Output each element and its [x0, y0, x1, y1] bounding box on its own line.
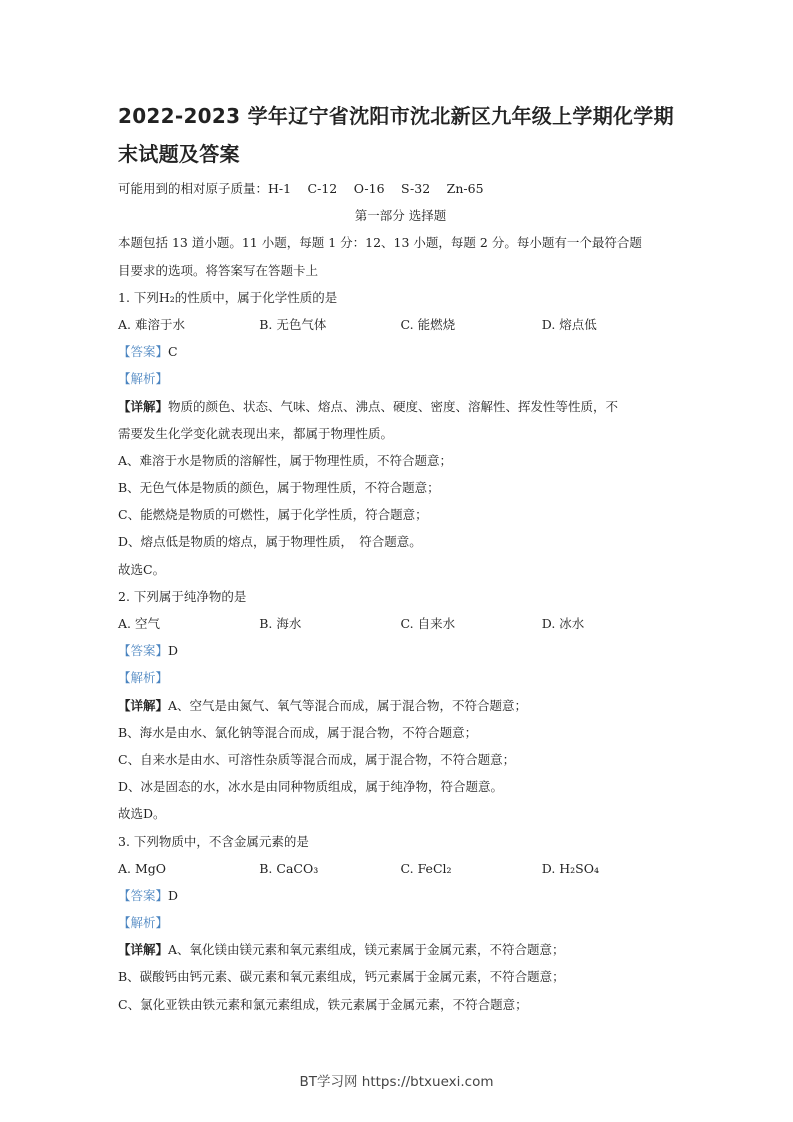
detail-line [118, 692, 683, 719]
question-stem: 3. 下列物质中，不含金属元素的是 [118, 833, 309, 849]
title-line-2: 末试题及答案 [118, 142, 240, 166]
analysis-label: 【解析】 [118, 371, 169, 387]
option-c: C. FeCl₂ [400, 860, 452, 876]
analysis-line [118, 664, 683, 691]
detail-line [118, 556, 683, 583]
option-a: A. 难溶于水 [118, 316, 185, 332]
detail-text: D、冰是固态的水，冰水是由同种物质组成，属于纯净物，符合题意。 [118, 779, 504, 795]
atomic-masses: 可能用到的相对原子质量：H-1 C-12 O-16 S-32 Zn-65 [118, 181, 484, 196]
detail-label: 【详解】 [118, 398, 169, 414]
detail-line [118, 963, 683, 990]
question-list [118, 284, 683, 1018]
answer-label: 【答案】 [118, 887, 169, 903]
detail-text: A、难溶于水是物质的溶解性，属于物理性质，不符合题意； [118, 452, 453, 468]
detail-text: B、无色气体是物质的颜色，属于物理性质，不符合题意； [118, 480, 440, 496]
option-b: B. 海水 [259, 616, 302, 631]
answer-value: D [168, 643, 179, 659]
analysis-line [118, 909, 683, 936]
answer-value: D [168, 887, 179, 903]
detail-text: C、氯化亚铁由铁元素和氯元素组成，铁元素属于金属元素，不符合题意； [118, 996, 528, 1012]
title-line-1: 2022-2023 学年辽宁省沈阳市沈北新区九年级上学期化学期 [118, 104, 674, 128]
detail-line [118, 474, 683, 501]
detail-line [118, 800, 683, 827]
option-a: A. 空气 [118, 616, 160, 631]
answer-value: C [168, 344, 178, 360]
option-d: D. 熔点低 [541, 316, 597, 332]
option-d: D. 冰水 [541, 616, 585, 631]
section-title: 第一部分 选择题 [354, 208, 447, 224]
answer-line [118, 637, 683, 664]
detail-text: 故选C。 [118, 561, 166, 577]
option-a: A. MgO [118, 860, 167, 876]
option-c: C. 能燃烧 [400, 316, 456, 332]
detail-line [118, 719, 683, 746]
document-page [118, 97, 683, 1018]
analysis-label: 【解析】 [118, 915, 169, 931]
detail-text: C、能燃烧是物质的可燃性，属于化学性质，符合题意； [118, 507, 428, 523]
detail-line [118, 528, 683, 555]
answer-label: 【答案】 [118, 643, 169, 659]
detail-text: A、空气是由氮气、氧气等混合而成，属于混合物，不符合题意； [168, 697, 528, 713]
detail-text: B、海水是由水、氯化钠等混合而成，属于混合物，不符合题意； [118, 724, 478, 740]
footer-watermark: BT学习网 https://btxuexi.com [299, 1074, 494, 1090]
answer-line [118, 882, 683, 909]
detail-line [118, 991, 683, 1018]
intro-line-1: 本题包括 13 道小题。11 小题，每题 1 分：12、13 小题，每题 2 分。每小题有一个最符合题 [118, 235, 642, 251]
option-b: B. CaCO₃ [259, 860, 319, 876]
question-options [118, 610, 683, 637]
detail-line [118, 393, 683, 420]
question-options [118, 311, 683, 338]
analysis-line [118, 365, 683, 392]
detail-text: B、碳酸钙由钙元素、碳元素和氧元素组成，钙元素属于金属元素，不符合题意； [118, 969, 565, 985]
option-c: C. 自来水 [400, 616, 456, 631]
detail-text: 物质的颜色、状态、气味、熔点、沸点、硬度、密度、溶解性、挥发性等性质，不 [168, 398, 619, 414]
detail-line [118, 447, 683, 474]
question-stem: 1. 下列H₂的性质中，属于化学性质的是 [118, 289, 338, 305]
question-stem: 2. 下列属于纯净物的是 [118, 588, 247, 604]
detail-line [118, 501, 683, 528]
document-title [118, 97, 683, 173]
detail-line [118, 746, 683, 773]
detail-label: 【详解】 [118, 697, 169, 713]
question-options [118, 855, 683, 882]
option-d: D. H₂SO₄ [541, 860, 600, 876]
detail-text: 需要发生化学变化就表现出来，都属于物理性质。 [118, 425, 394, 441]
detail-line [118, 420, 683, 447]
detail-line [118, 773, 683, 800]
detail-text: D、熔点低是物质的熔点，属于物理性质， 符合题意。 [118, 534, 422, 550]
answer-label: 【答案】 [118, 344, 169, 360]
answer-line [118, 338, 683, 365]
detail-label: 【详解】 [118, 942, 169, 958]
detail-line [118, 936, 683, 963]
detail-text: A、氧化镁由镁元素和氧元素组成，镁元素属于金属元素，不符合题意； [168, 942, 565, 958]
option-b: B. 无色气体 [259, 316, 327, 332]
detail-text: 故选D。 [118, 806, 166, 822]
intro-line-2: 目要求的选项。将答案写在答题卡上 [118, 262, 319, 278]
detail-text: C、自来水是由水、可溶性杂质等混合而成，属于混合物，不符合题意； [118, 751, 516, 767]
analysis-label: 【解析】 [118, 670, 169, 686]
